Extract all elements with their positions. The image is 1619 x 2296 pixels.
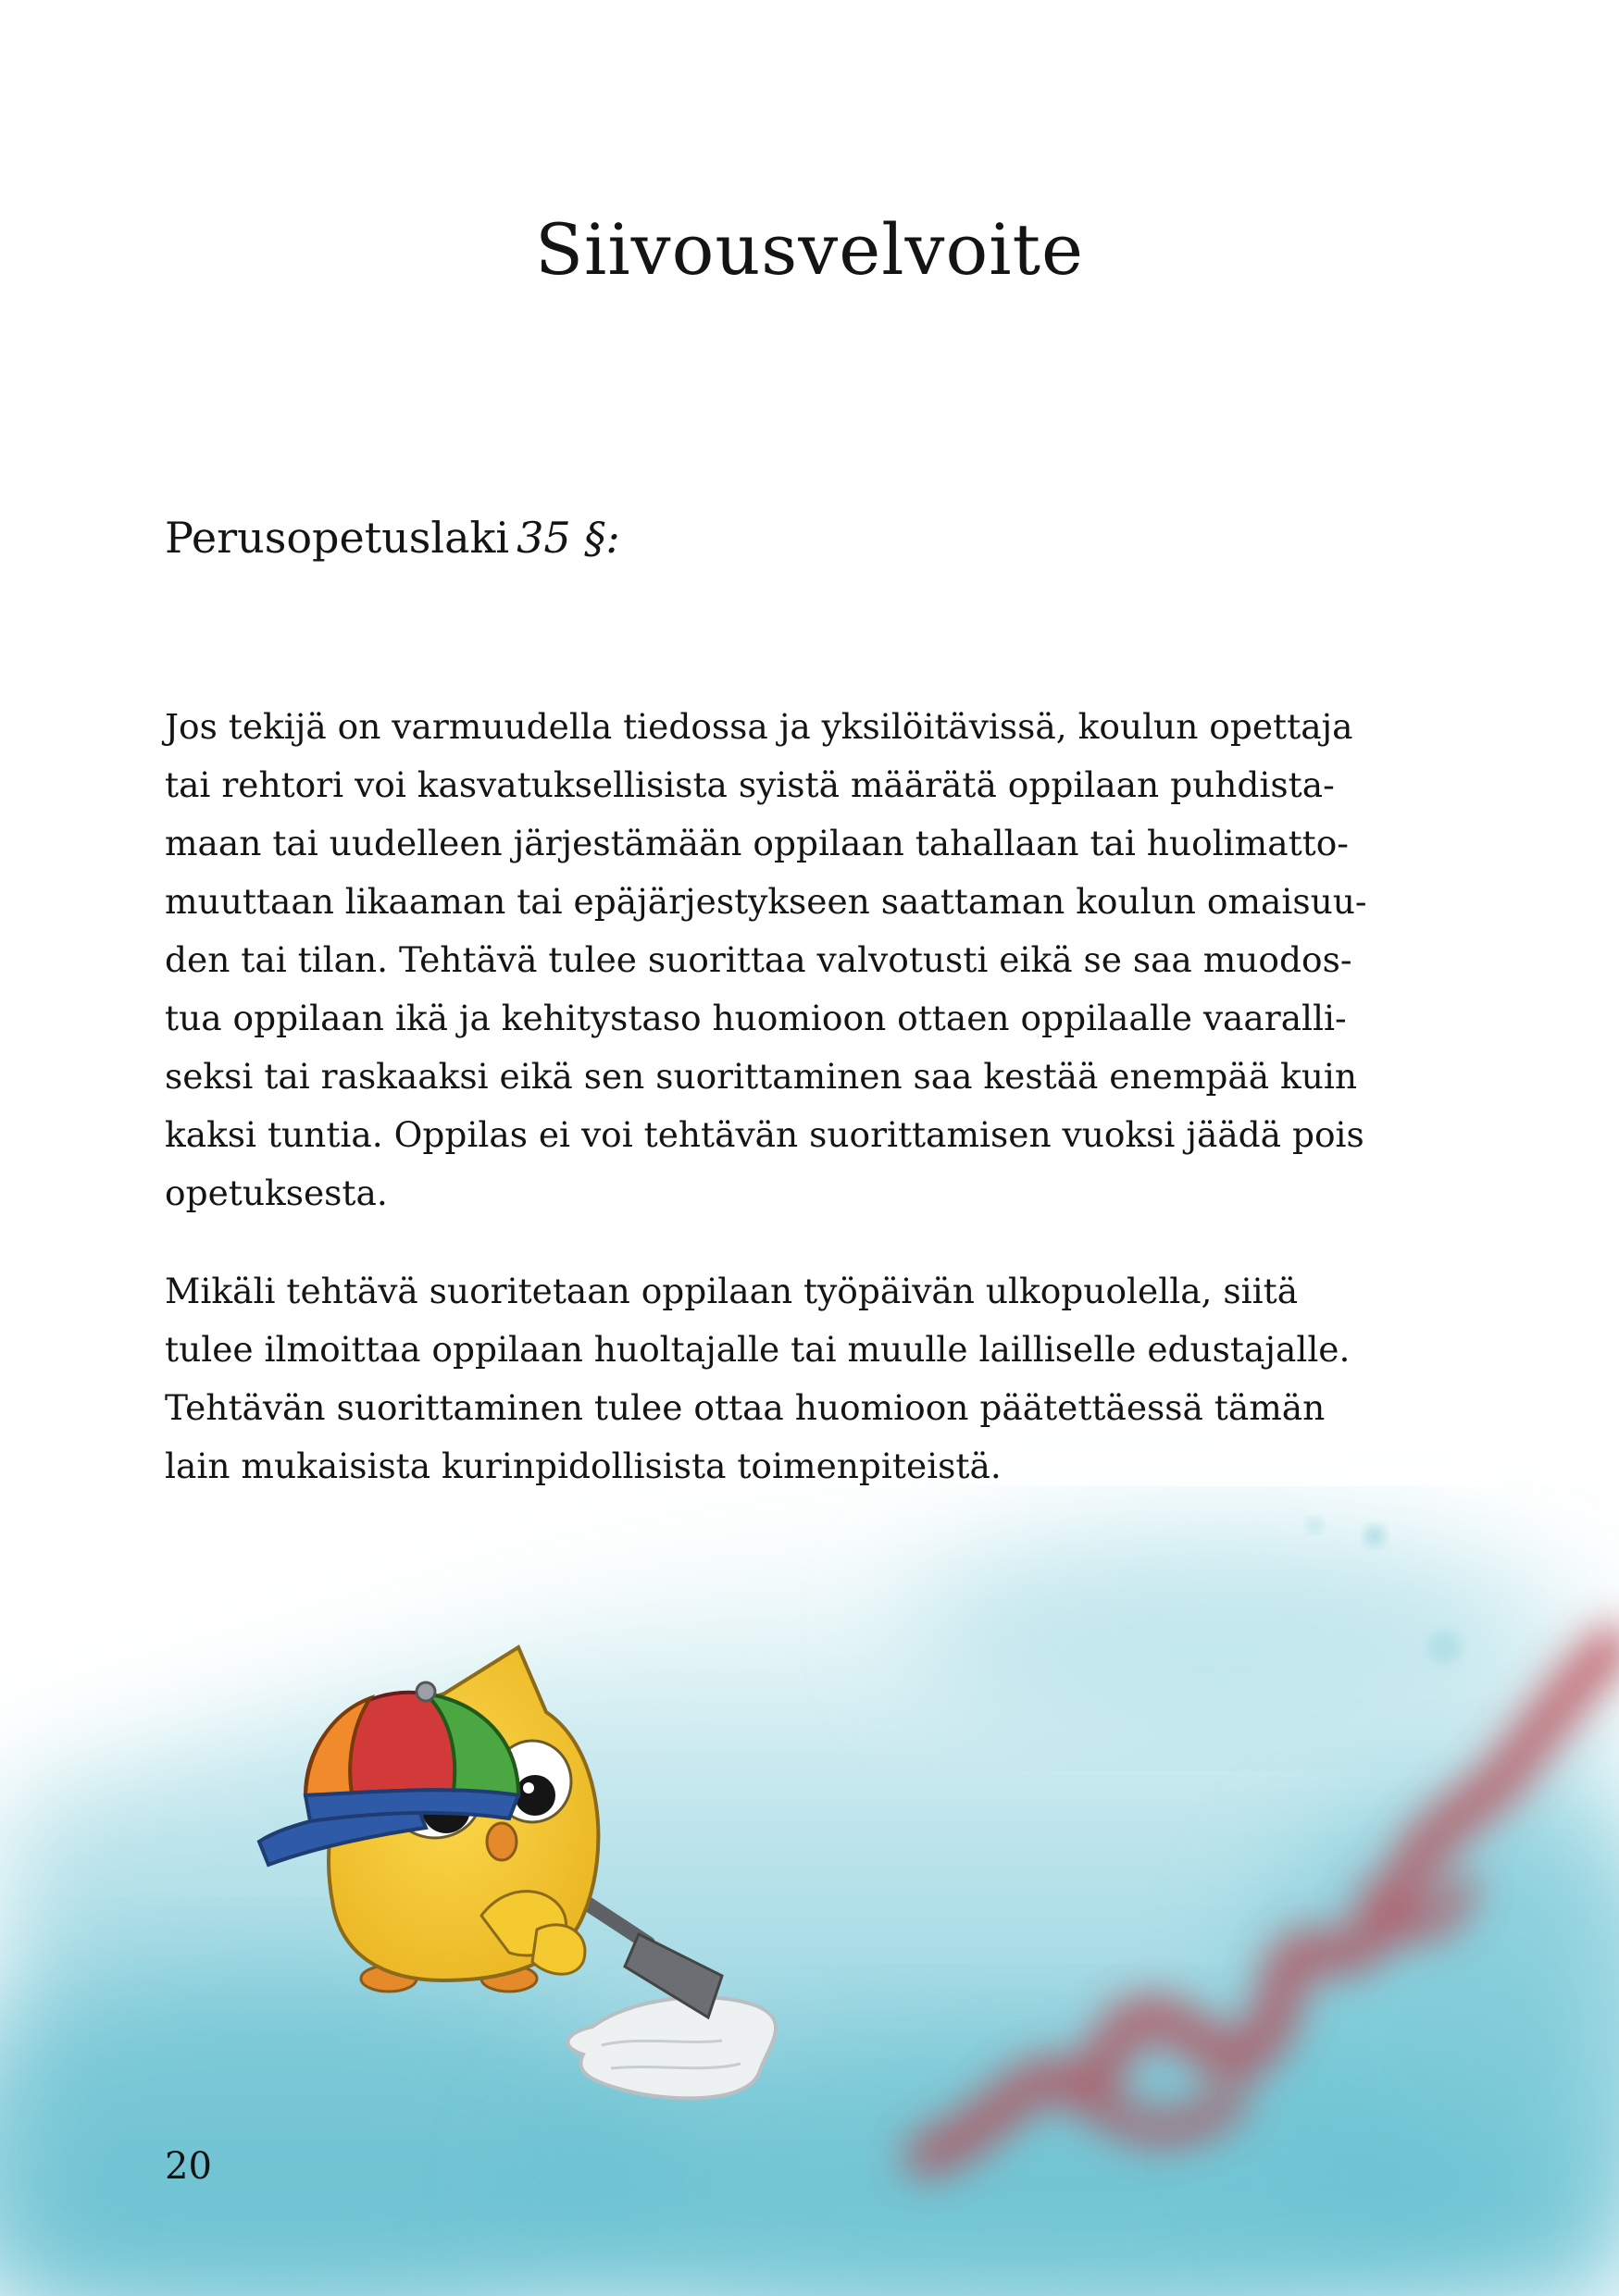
paragraph-1: Jos tekijä on varmuudella tiedossa ja yksilöitävissä, koulun opettaja tai rehtori voi kasvatuksellisista syistä määrätä oppilaan puhdista- maan tai uudelleen järjestämään oppilaan tahallaan tai huolimatto- muuttaan likaaman tai epäjärjestykseen saattaman koulun omaisuu- den tai tilan. Tehtävä tulee suorittaa valvotusti eikä se saa muodos- tua oppilaan ikä ja kehitystaso huomioon ottaen oppilaalle vaaralli- seksi tai raskaaksi eikä sen suorittaminen saa kestää enempää kuin kaksi tuntia. Oppilas ei voi tehtävän suorittamisen vuoksi jäädä pois opetuksesta. [165,706,1367,1213]
page-number: 20 [165,2145,212,2188]
law-section: 35 §: [517,513,620,563]
paragraph-2: Mikäli tehtävä suoritetaan oppilaan työpäivän ulkopuolella, siitä tulee ilmoittaa oppilaan huoltajalle tai muulle lailliselle edustajalle. Tehtävän suorittaminen tulee ottaa huomioon päätettäessä tämän lain mukaisista kurinpidollisista toimenpiteistä. [165,1271,1351,1486]
law-reference [165,513,620,563]
mop-cloth [567,1997,776,2098]
owl-illustration [204,1610,944,2128]
law-name: Perusopetuslaki [165,513,510,563]
page-title: Siivousvelvoite [534,208,1085,291]
